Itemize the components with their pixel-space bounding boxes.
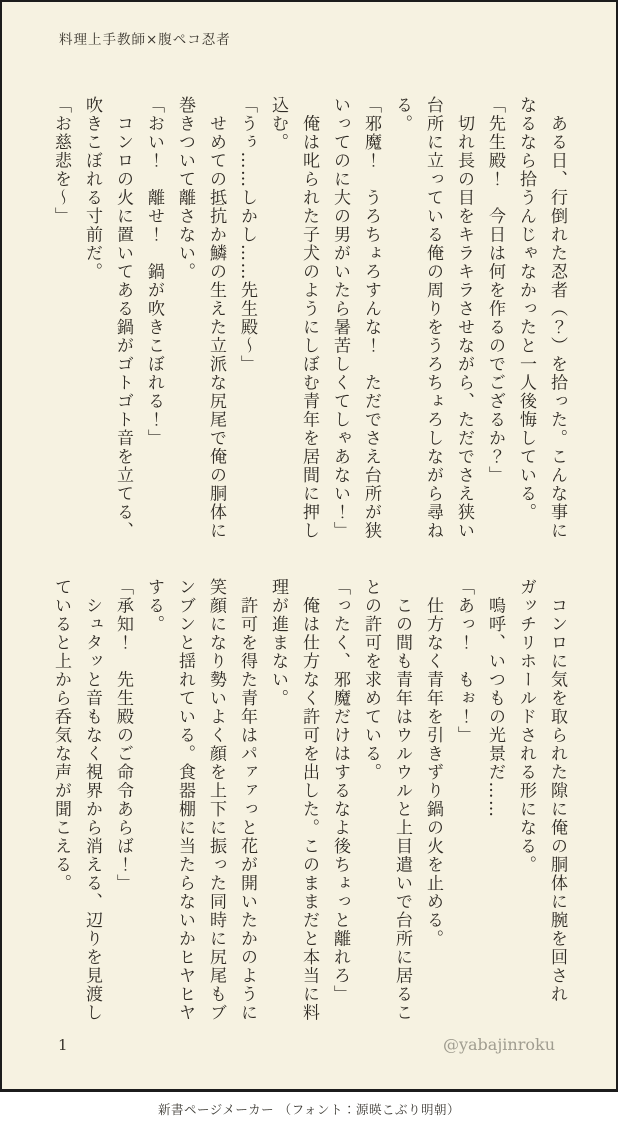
text-column: コンロに気を取られた隙に俺の胴体に腕を回され: [547, 578, 567, 1004]
story-text-lower-block: [45, 578, 572, 1043]
text-column: 吹きこぼれる寸前だ。: [82, 96, 102, 281]
text-column: ンブンと揺れている。食器棚に当たらないかヒヤヒヤ: [175, 578, 195, 1022]
text-column: コンロの火に置いてある鍋がゴトゴト音を立てる、: [113, 96, 133, 540]
text-column: 仕方なく青年を引きずり鍋の火を止める。: [423, 578, 443, 948]
text-column: いってのに大の男がいたら暑苦しくてしゃあない！」: [330, 96, 350, 540]
text-column: この間も青年はウルウルと上目遣いで台所に居るこ: [392, 578, 412, 1022]
text-column: 理が進まない。: [268, 578, 288, 708]
text-column: ある日、行倒れた忍者（？）を拾った。こんな事に: [547, 96, 567, 540]
text-column: シュタッと音もなく視界から消える、辺りを見渡し: [82, 578, 102, 1022]
text-column: する。: [144, 578, 164, 634]
text-column: 「ったく、邪魔だけはするなよ後ちょっと離れろ」: [330, 578, 350, 1004]
generator-credit: 新書ページメーカー （フォント：源暎こぶり明朝）: [158, 1102, 460, 1117]
text-column: ガッチリホールドされる形になる。: [516, 578, 536, 874]
page-number: 1: [58, 1036, 68, 1054]
text-column: ていると上から呑気な声が聞こえる。: [51, 578, 71, 893]
text-column: 「お慈悲を〜」: [51, 96, 71, 226]
text-column: なるなら拾うんじゃなかったと一人後悔している。: [516, 96, 536, 522]
text-column: との許可を求めている。: [361, 578, 381, 782]
text-column: る。: [392, 96, 412, 133]
text-column: 「あっ！ もぉ！」: [454, 578, 474, 745]
text-column: 「先生殿！ 今日は何を作るのでござるか？」: [485, 96, 505, 485]
text-column: 巻きついて離さない。: [175, 96, 195, 281]
text-column: 込む。: [268, 96, 288, 152]
text-column: 「おい！ 離せ！ 鍋が吹きこぼれる！」: [144, 96, 164, 448]
text-column: 俺は叱られた子犬のようにしぼむ青年を居間に押し: [299, 96, 319, 540]
page-title: 料理上手教師×腹ペコ忍者: [59, 32, 231, 48]
text-column: 笑顔になり勢いよく顔を上下に振った同時に尻尾もブ: [206, 578, 226, 1022]
author-handle: @yabajinroku: [442, 1035, 555, 1054]
text-column: 許可を得た青年はパァァっと花が開いたかのように: [237, 578, 257, 1022]
text-column: 俺は仕方なく許可を出した。このままだと本当に料: [299, 578, 319, 1022]
story-text-upper-block: [45, 96, 572, 561]
text-column: 「承知！ 先生殿のご命令あらば！」: [113, 578, 133, 893]
text-column: 切れ長の目をキラキラさせながら、ただでさえ狭い: [454, 96, 474, 540]
text-column: 「邪魔！ うろちょろすんな！ ただでさえ台所が狭: [361, 96, 381, 540]
text-column: 「うぅ……しかし……先生殿〜」: [237, 96, 257, 374]
text-column: せめての抵抗か鱗の生えた立派な尻尾で俺の胴体に: [206, 96, 226, 540]
text-column: 嗚呼、いつもの光景だ……: [485, 578, 505, 819]
text-column: 台所に立っている俺の周りをうろちょろしながら尋ね: [423, 96, 443, 540]
